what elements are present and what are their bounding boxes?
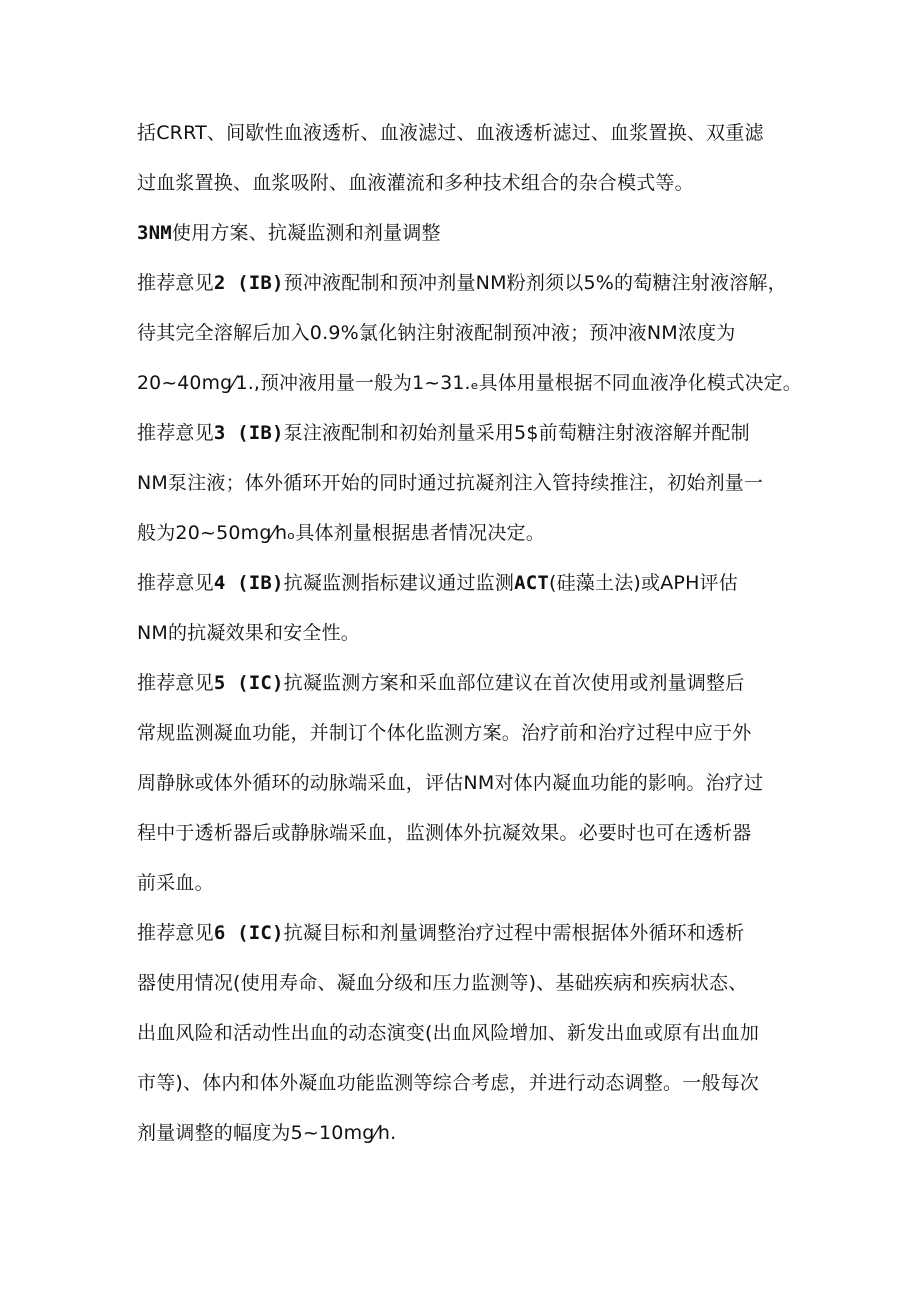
recommendation-prefix: 推荐意见 <box>137 572 214 594</box>
text-span: 剂量调整的幅度为5~10mg⁄h. <box>137 1122 397 1144</box>
recommendation-3-line-1 <box>137 418 797 448</box>
paragraph-line <box>137 868 797 898</box>
text-span: 器使用情况(使用寿命、凝血分级和压力监测等)、基础疾病和疾病状态、 <box>137 972 748 994</box>
text-span: 20~40mg⁄1.,预冲液用量一般为1~31.ₑ具体用量根据不同血液净化模式决定。 <box>137 372 802 394</box>
section-title: 使用方案、抗凝监测和剂量调整 <box>171 222 441 244</box>
recommendation-4-line-1 <box>137 568 797 598</box>
paragraph-line <box>137 1118 797 1148</box>
paragraph-line <box>137 118 797 148</box>
text-span: 程中于透析器后或静脉端采血，监测体外抗凝效果。必要时也可在透析器 <box>137 822 752 844</box>
paragraph-line <box>137 618 797 648</box>
text-span: 般为20~50mg⁄hₒ具体剂量根据患者情况决定。 <box>137 522 545 544</box>
paragraph-line <box>137 1018 797 1048</box>
text-span: 预冲液配制和预冲剂量NM粉剂须以5%的萄糖注射液溶解， <box>283 272 787 294</box>
recommendation-code: 2 (IB) <box>213 272 284 294</box>
text-span: 泵注液配制和初始剂量采用5$前萄糖注射液溶解并配制 <box>283 422 750 444</box>
paragraph-line <box>137 818 797 848</box>
text-span: NM泵注液；体外循环开始的同时通过抗凝剂注入管持续推注，初始剂量一 <box>137 472 764 494</box>
paragraph-line <box>137 518 797 548</box>
text-span: 括CRRT、间歇性血液透析、血液滤过、血液透析滤过、血浆置换、双重滤 <box>137 122 764 144</box>
text-span: 前采血。 <box>137 872 214 894</box>
recommendation-code: 5 (IC) <box>213 672 284 694</box>
text-span: 抗凝目标和剂量调整治疗过程中需根据体外循环和透析 <box>283 922 745 944</box>
recommendation-prefix: 推荐意见 <box>137 272 214 294</box>
text-span: 周静脉或体外循环的动脉端采血，评估NM对体内凝血功能的影响。治疗过 <box>137 772 764 794</box>
text-span: 待其完全溶解后加入0.9%氯化钠注射液配制预冲液；预冲液NM浓度为 <box>137 322 736 344</box>
recommendation-prefix: 推荐意见 <box>137 672 214 694</box>
act-term: ACT <box>514 572 549 594</box>
recommendation-code: 6 (IC) <box>213 922 284 944</box>
recommendation-5-line-1 <box>137 668 797 698</box>
text-span: 抗凝监测方案和采血部位建议在首次使用或剂量调整后 <box>283 672 745 694</box>
recommendation-prefix: 推荐意见 <box>137 922 214 944</box>
text-span: 常规监测凝血功能，并制订个体化监测方案。治疗前和治疗过程中应于外 <box>137 722 752 744</box>
paragraph-line <box>137 318 797 348</box>
paragraph-line <box>137 718 797 748</box>
recommendation-prefix: 推荐意见 <box>137 422 214 444</box>
recommendation-code: 4 (IB) <box>213 572 284 594</box>
text-span: 出血风险和活动性出血的动态演变(出血风险增加、新发出血或原有出血加 <box>137 1022 760 1044</box>
paragraph-line <box>137 968 797 998</box>
text-span: 抗凝监测指标建议通过监测 <box>283 572 515 594</box>
text-span: NM的抗凝效果和安全性。 <box>137 622 361 644</box>
paragraph-line <box>137 768 797 798</box>
paragraph-line <box>137 368 802 398</box>
section-number: 3NM <box>137 222 172 244</box>
recommendation-code: 3 (IB) <box>213 422 284 444</box>
text-span: (硅藻土法)或APH评估 <box>548 572 738 594</box>
section-heading <box>137 218 797 248</box>
text-span: 市等)、体内和体外凝血功能监测等综合考虑，并进行动态调整。一般每次 <box>137 1072 760 1094</box>
paragraph-line <box>137 468 797 498</box>
paragraph-line <box>137 168 797 198</box>
recommendation-6-line-1 <box>137 918 797 948</box>
recommendation-2-line-1 <box>137 268 797 298</box>
text-span: 过血浆置换、血浆吸附、血液灌流和多种技术组合的杂合模式等。 <box>137 172 694 194</box>
paragraph-line <box>137 1068 797 1098</box>
